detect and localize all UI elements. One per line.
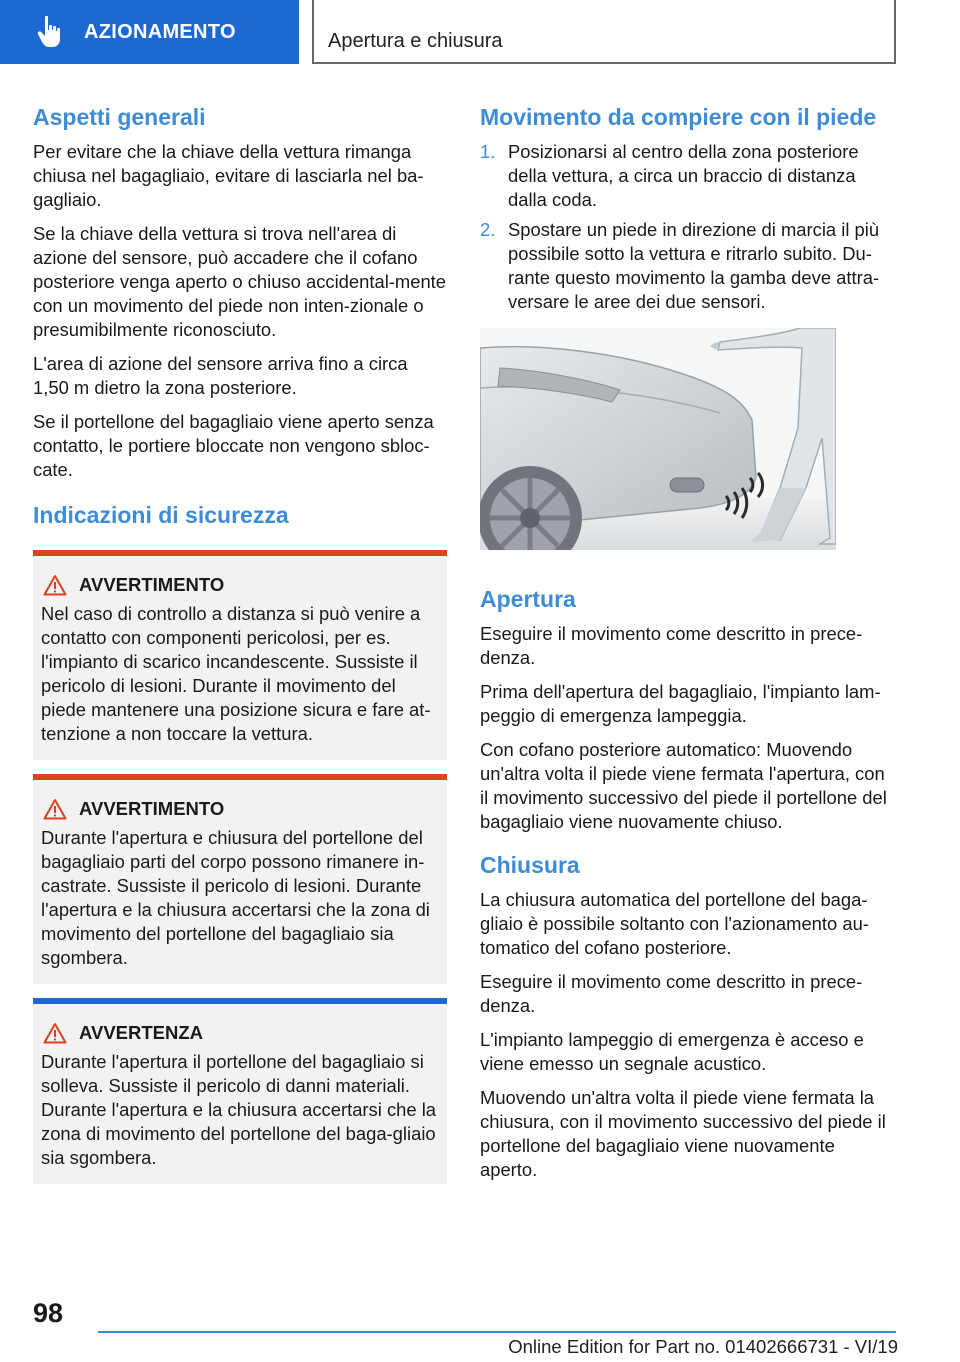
heading-open: Apertura xyxy=(480,586,576,612)
foot-gesture-illustration xyxy=(480,328,836,550)
step-text: Spostare un piede in direzione di marcia il più possibile sotto la vettura e ritrarlo subito. Du-rante questo movimento la gamba deve attra-versare le aree dei due sensori. xyxy=(508,219,880,312)
paragraph: Eseguire il movimento come descritto in prece-denza. xyxy=(480,971,863,1016)
list-item xyxy=(480,218,896,314)
paragraph: Eseguire il movimento come descritto in prece-denza. xyxy=(480,623,863,668)
heading-close: Chiusura xyxy=(480,852,580,878)
warning-triangle-icon xyxy=(43,798,67,820)
notice-text: Durante l'apertura il portellone del bagagliaio si solleva. Sussiste il pericolo di danni materiali. Durante l'apertura e la chiusura accertarsi che la zona di movimento del portellone del baga-gliaio sia sgombera. xyxy=(41,1051,437,1168)
warning-text: Durante l'apertura e chiusura del portellone del bagagliaio parti del corpo possono rimanere in-castrate. Sussiste il pericolo di lesioni. Durante l'apertura e la chiusura accertarsi che la zona di movimento del portellone del bagagliaio sia sgombera. xyxy=(41,827,430,968)
warning-title xyxy=(41,798,437,820)
warning-triangle-icon xyxy=(43,574,67,596)
footer-edition: Online Edition for Part no. 01402666731 - VI/19 xyxy=(508,1336,898,1357)
warning-box xyxy=(33,774,447,984)
paragraph: Per evitare che la chiave della vettura rimanga chiusa nel bagagliaio, evitare di lasciarla nel ba-gagliaio. xyxy=(33,141,424,210)
heading-safety: Indicazioni di sicurezza xyxy=(33,502,289,528)
warning-triangle-icon xyxy=(43,1022,67,1044)
hand-pointer-icon xyxy=(36,15,66,49)
list-item xyxy=(480,140,896,212)
step-text: Posizionarsi al centro della zona posteriore della vettura, a circa un braccio di distanza dalla coda. xyxy=(508,141,859,210)
paragraph: Con cofano posteriore automatico: Muovendo un'altra volta il piede viene fermata l'apertura, con il movimento successivo del piede il portellone del bagagliaio viene nuovamente chiuso. xyxy=(480,739,887,832)
paragraph: L'impianto lampeggio di emergenza è acceso e viene emesso un segnale acustico. xyxy=(480,1029,864,1074)
steps-list xyxy=(480,140,896,314)
breadcrumb-text: Apertura e chiusura xyxy=(328,30,503,52)
step-number: 2. xyxy=(480,219,496,240)
paragraph: La chiusura automatica del portellone del baga-gliaio è possibile soltanto con l'azionamento au-tomatico del cofano posteriore. xyxy=(480,889,869,958)
paragraph: Se il portellone del bagagliaio viene aperto senza contatto, le portiere bloccate non vengono sbloc-cate. xyxy=(33,411,434,480)
right-column xyxy=(480,102,896,1192)
left-column xyxy=(33,102,447,1198)
warning-box xyxy=(33,550,447,760)
heading-movement: Movimento da compiere con il piede xyxy=(480,104,877,130)
step-number: 1. xyxy=(480,141,496,162)
notice-title-text: AVVERTENZA xyxy=(79,1022,204,1043)
breadcrumb xyxy=(312,0,896,64)
section-tab[interactable] xyxy=(0,0,299,64)
paragraph: Se la chiave della vettura si trova nell'area di azione del sensore, può accadere che il cofano posteriore venga aperto o chiuso accidental-mente con un movimento del piede non inten-zionale o presumibilmente riconosciuto. xyxy=(33,223,447,340)
warning-title xyxy=(41,574,437,596)
footer-divider xyxy=(98,1331,896,1333)
paragraph: Prima dell'apertura del bagagliaio, l'impianto lam-peggio di emergenza lampeggia. xyxy=(480,681,881,726)
paragraph: L'area di azione del sensore arriva fino a circa 1,50 m dietro la zona posteriore. xyxy=(33,353,408,398)
warning-title-text: AVVERTIMENTO xyxy=(79,574,225,595)
warning-title-text: AVVERTIMENTO xyxy=(79,798,225,819)
paragraph: Muovendo un'altra volta il piede viene fermata la chiusura, con il movimento successivo del piede il portellone del bagagliaio viene nuovamente aperto. xyxy=(480,1087,886,1180)
notice-box xyxy=(33,998,447,1184)
notice-title xyxy=(41,1022,437,1044)
page-number: 98 xyxy=(33,1298,64,1328)
section-label: AZIONAMENTO xyxy=(84,20,236,43)
heading-general: Aspetti generali xyxy=(33,104,206,130)
warning-text: Nel caso di controllo a distanza si può venire a contatto con componenti pericolosi, per es. l'impianto di scarico incandescente. Sussiste il pericolo di lesioni. Durante il movimento del piede mantenere una posizione sicura e fare at-tenzione a non toccare la vettura. xyxy=(41,603,431,744)
